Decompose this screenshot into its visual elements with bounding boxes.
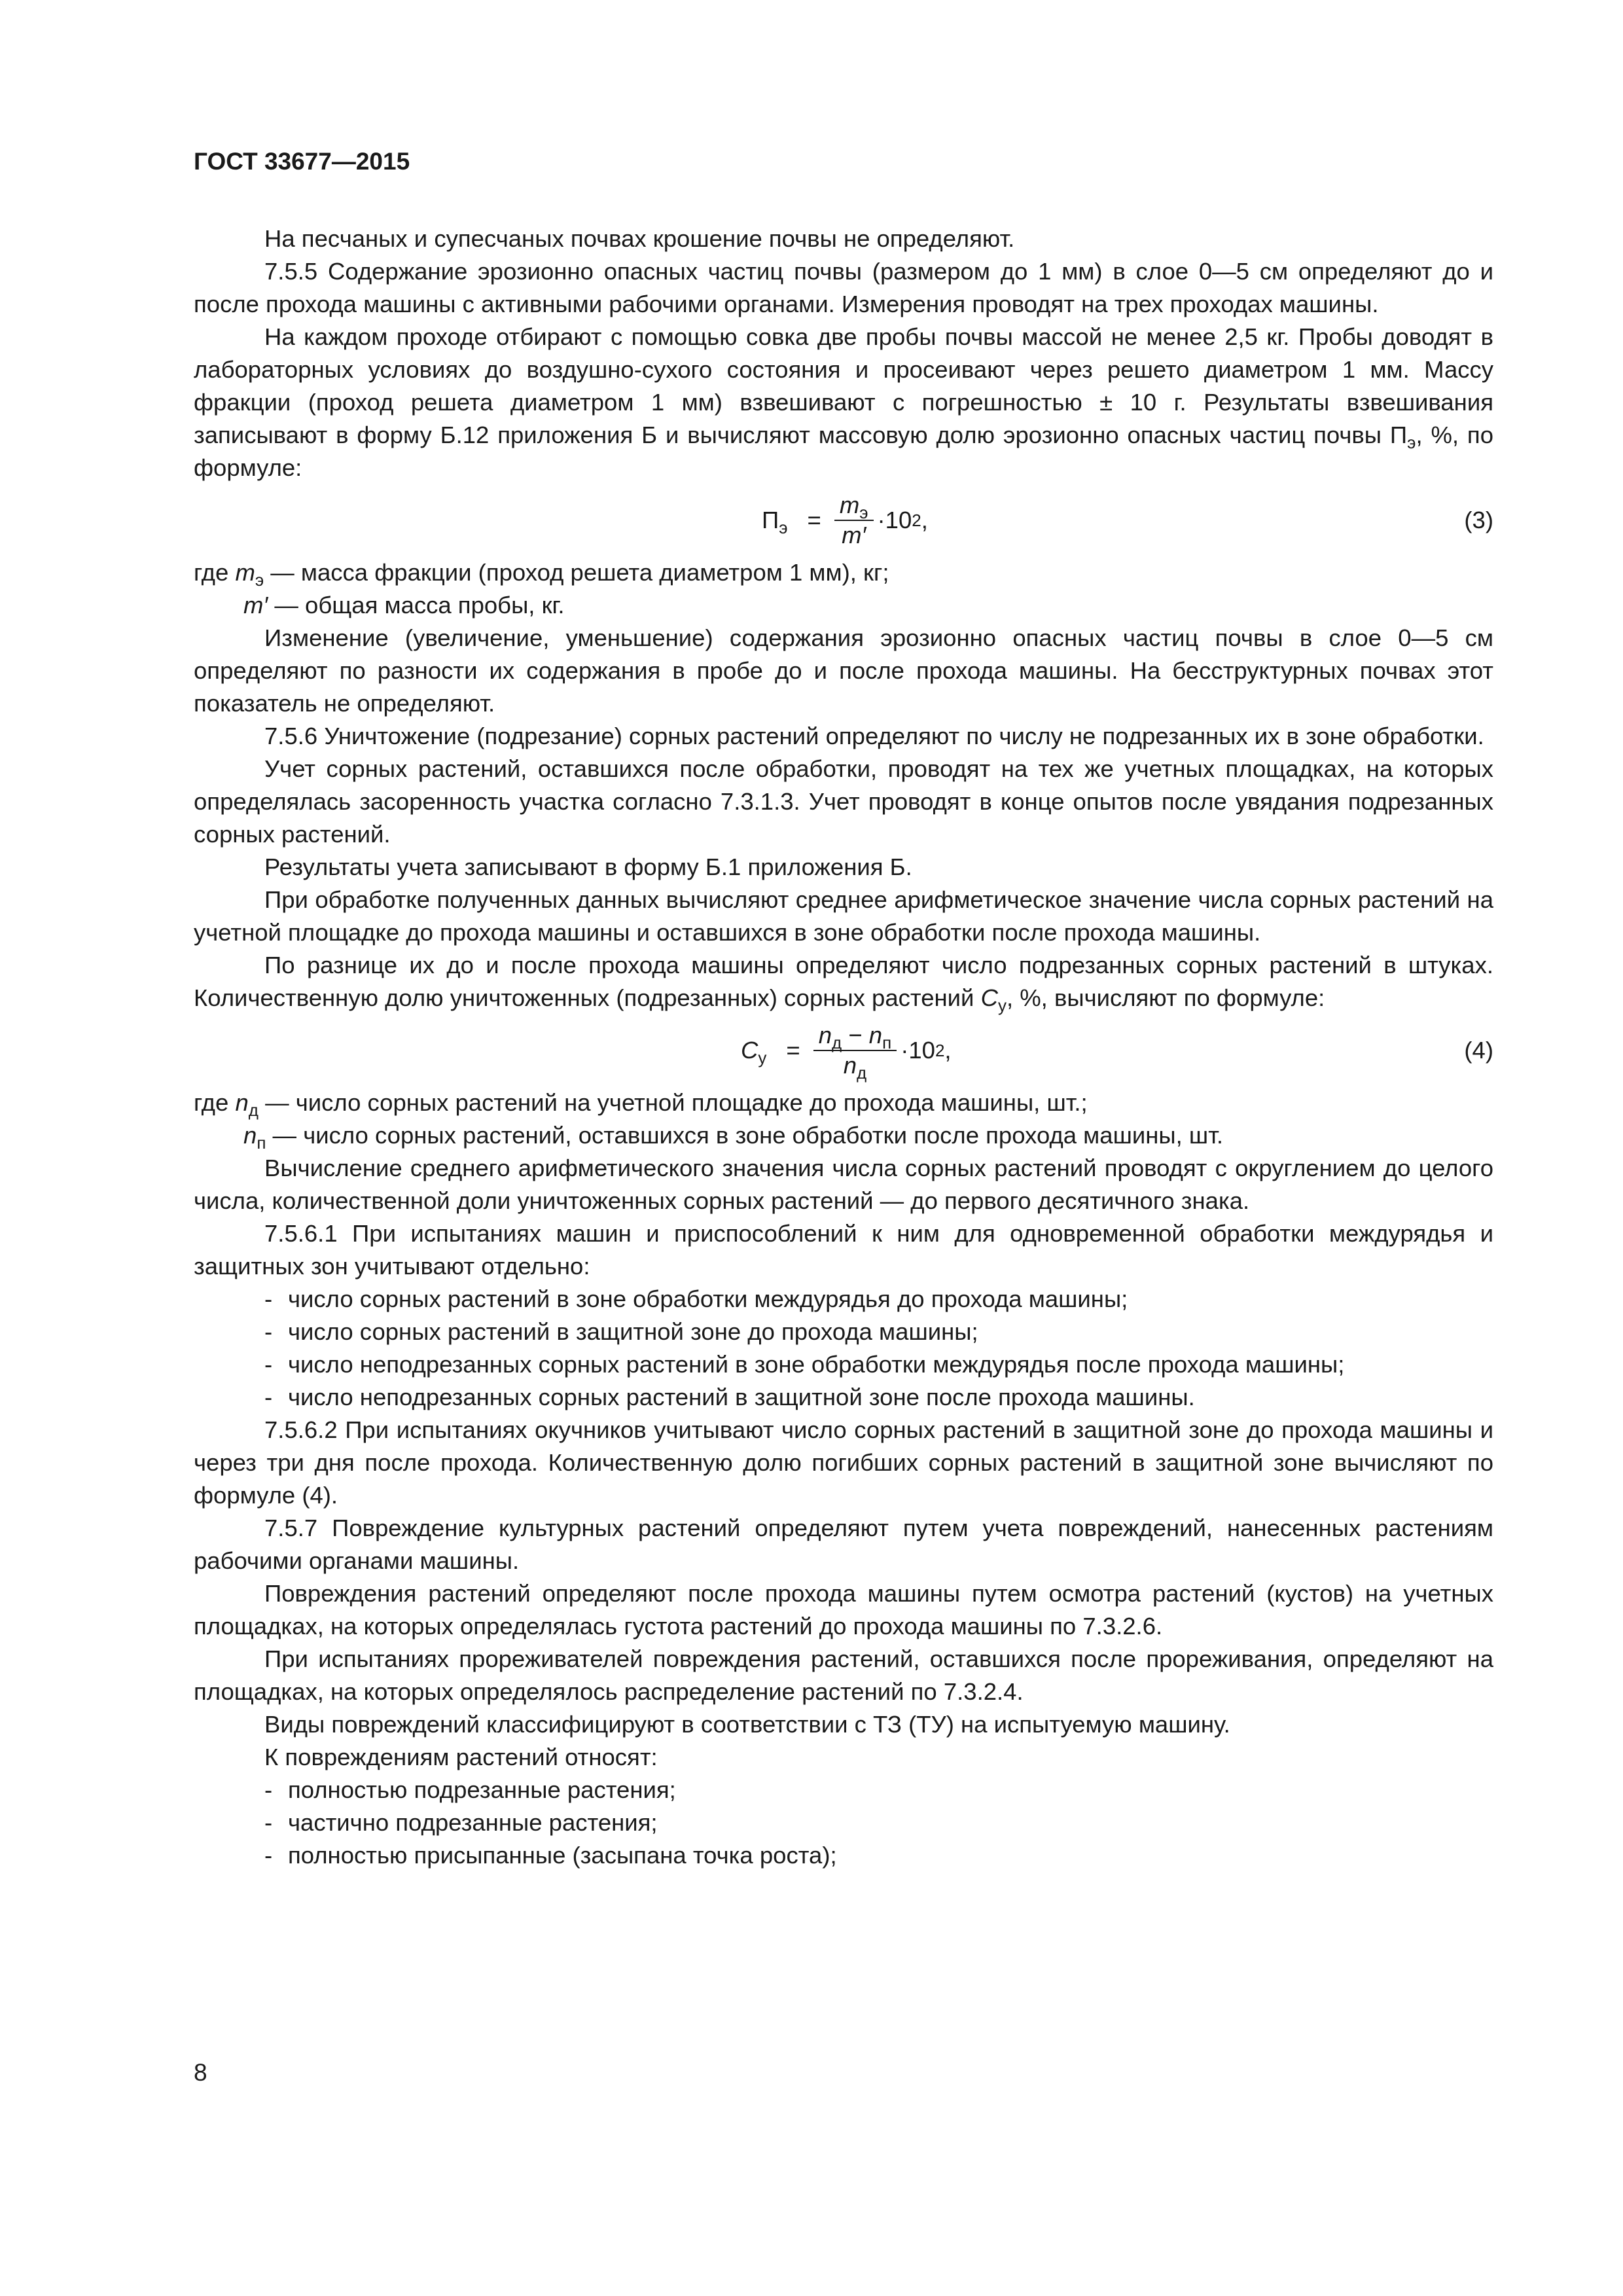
subscript: э [1407, 433, 1416, 452]
list-item [194, 1839, 1493, 1872]
paragraph: Повреждения растений определяют после прохода машины путем осмотра растений (кустов) на учетных площадках, на которых определялась густота растений до прохода машины по 7.3.2.6. [194, 1580, 1493, 1640]
numerator [834, 491, 874, 521]
formula-4-expression: $С_у$ = $\frac{n_д - n_п}{n_д}$ ·10 2 , [741, 1022, 952, 1083]
list-item [194, 1381, 1493, 1414]
paragraph: К повреждениям растений относят: [264, 1744, 658, 1770]
paragraph: Вычисление среднего арифметического значения числа сорных растений проводят с округлением до целого числа, количественной доли уничтоженных сорных растений — до первого десятичного знака. [194, 1155, 1493, 1214]
subscript: у [758, 1048, 767, 1067]
formula-comma: , [921, 507, 928, 533]
formula-var: С [980, 984, 998, 1011]
list-item-text: число сорных растений в защитной зоне до прохода машины; [288, 1318, 978, 1345]
paragraph: Изменение (увеличение, уменьшение) содержания эрозионно опасных частиц почвы в слое 0—5 см определяют по разности их содержания в пробе до и после прохода машины. На бесструктурных почвах этот показатель не определяют. [194, 624, 1493, 717]
fraction [813, 1021, 897, 1083]
list-item-text: полностью присыпанные (засыпана точка роста); [288, 1842, 837, 1869]
paragraph-text: , %, по формуле: [194, 422, 1493, 481]
formula-var: n [843, 1052, 857, 1079]
paragraph-text: По разнице их до и после прохода машины определяют число подрезанных сорных растений в штуках. Количественную долю уничтоженных (подрезанных) сорных растений [194, 952, 1493, 1011]
subscript: д [857, 1063, 867, 1083]
document-body [194, 223, 1493, 1872]
section-7-5-5: 7.5.5 Содержание эрозионно опасных частиц почвы (размером до 1 мм) в слое 0—5 см определяют до и после прохода машины с активными рабочими органами. Измерения проводят на трех проходах машины. [194, 258, 1493, 317]
list-weed-counts [194, 1283, 1493, 1414]
list-damage-types [194, 1774, 1493, 1872]
where-line [194, 556, 1493, 589]
subscript: э [859, 503, 868, 522]
list-item [194, 1806, 1493, 1839]
where-block-4 [194, 1086, 1493, 1152]
formula-comma: , [944, 1037, 952, 1064]
paragraph: При обработке полученных данных вычисляют среднее арифметическое значение числа сорных растений на учетной площадке до прохода машины и оставшихся в зоне обработки после прохода машины. [194, 886, 1493, 946]
list-item-text: полностью подрезанные растения; [288, 1776, 676, 1803]
fraction [834, 491, 874, 550]
equals-sign: = [807, 507, 821, 533]
section-7-5-6-1: 7.5.6.1 При испытаниях машин и приспособлений к ним для одновременной обработки междурядья и защитных зон учитывают отдельно: [194, 1220, 1493, 1280]
formula-3-expression: $П_э$ = $\frac{m_э}{m'}$ ·10 2 , [762, 492, 928, 548]
formula-var: n [868, 1022, 883, 1049]
formula-3 [194, 484, 1493, 556]
list-dash: - [264, 1318, 273, 1345]
paragraph: На песчаных и супесчаных почвах крошение почвы не определяют. [264, 225, 1015, 252]
formula-var: m′ [243, 592, 268, 619]
section-7-5-6-2: 7.5.6.2 При испытаниях окучников учитывают число сорных растений в защитной зоне до прохода машины и через три дня после прохода. Количественную долю погибших сорных растений в защитной зоне вычисляют по формуле (4). [194, 1416, 1493, 1509]
list-item [194, 1316, 1493, 1348]
list-item-text: число неподрезанных сорных растений в защитной зоне после прохода машины. [288, 1384, 1195, 1410]
list-dash: - [264, 1776, 273, 1803]
subscript: п [257, 1133, 266, 1153]
paragraph: При испытаниях прореживателей повреждения растений, оставшихся после прореживания, определяют на площадках, на которых определялось распределение растений по 7.3.2.4. [194, 1645, 1493, 1705]
where-prefix: где [194, 559, 229, 586]
formula-var: m [839, 492, 860, 518]
where-description: — число сорных растений, оставшихся в зоне обработки после прохода машины, шт. [266, 1122, 1224, 1149]
subscript: э [255, 570, 264, 590]
where-prefix: где [194, 1089, 229, 1116]
formula-var: n [235, 1089, 249, 1116]
denominator: m′ [842, 522, 866, 548]
list-dash: - [264, 1351, 273, 1378]
where-description: — общая масса пробы, кг. [268, 592, 565, 619]
list-item [194, 1774, 1493, 1806]
minus-sign: − [842, 1022, 869, 1049]
denominator [838, 1051, 872, 1083]
equation-number: (3) [1464, 507, 1493, 533]
where-block-3 [194, 556, 1493, 622]
formula-lhs [741, 1034, 766, 1067]
where-line [194, 1119, 1493, 1152]
list-item [194, 1348, 1493, 1381]
page-number: 8 [194, 2059, 207, 2086]
paragraph: Результаты учета записывают в форму Б.1 приложения Б. [264, 853, 912, 880]
formula-lhs [762, 504, 788, 537]
formula-4 [194, 1014, 1493, 1086]
paragraph-text: На каждом проходе отбирают с помощью совка две пробы почвы массой не менее 2,5 кг. Пробы доводят в лабораторных условиях до воздушно-сухого состояния и просеивают через решето диаметром 1 мм. Массу фракции (проход решета диаметром 1 мм) взвешивают с погрешностью ± 10 г. Результаты взвешивания записывают в форму Б.12 приложения Б и вычисляют массовую долю эрозионно опасных частиц почвы П [194, 323, 1493, 448]
formula-var: n [818, 1022, 832, 1049]
formula-var: С [741, 1037, 758, 1064]
section-7-5-7: 7.5.7 Повреждение культурных растений определяют путем учета повреждений, нанесенных растениям рабочими органами машины. [194, 1515, 1493, 1574]
paragraph: Учет сорных растений, оставшихся после обработки, проводят на тех же учетных площадках, на которых определялась засоренность участка согласно 7.3.1.3. Учет проводят в конце опытов после увядания подрезанных сорных растений. [194, 755, 1493, 848]
list-dash: - [264, 1384, 273, 1410]
formula-var: m [235, 559, 255, 586]
paragraph [194, 949, 1493, 1014]
where-description: — число сорных растений на учетной площадке до прохода машины, шт.; [258, 1089, 1088, 1116]
subscript: э [779, 518, 788, 537]
list-item-text: частично подрезанные растения; [288, 1809, 658, 1836]
document-header: ГОСТ 33677—2015 [194, 148, 410, 175]
paragraph-text: , %, вычисляют по формуле: [1006, 984, 1325, 1011]
multiplier: ·10 [901, 1037, 935, 1064]
paragraph: Виды повреждений классифицируют в соответствии с ТЗ (ТУ) на испытуемую машину. [264, 1711, 1230, 1738]
list-item [194, 1283, 1493, 1316]
equals-sign: = [786, 1037, 800, 1064]
list-dash: - [264, 1842, 273, 1869]
numerator [813, 1021, 897, 1051]
where-description: — масса фракции (проход решета диаметром 1 мм), кг; [264, 559, 889, 586]
subscript: у [997, 996, 1007, 1015]
subscript: п [882, 1033, 892, 1052]
list-dash: - [264, 1285, 273, 1312]
formula-var: n [243, 1122, 257, 1149]
where-line [194, 1086, 1493, 1119]
list-item-text: число сорных растений в зоне обработки междурядья до прохода машины; [288, 1285, 1128, 1312]
formula-var: П [762, 507, 779, 533]
subscript: д [832, 1033, 842, 1052]
where-line [194, 589, 1493, 622]
equation-number: (4) [1464, 1037, 1493, 1064]
list-item-text: число неподрезанных сорных растений в зоне обработки междурядья после прохода машины; [288, 1351, 1345, 1378]
section-7-5-6: 7.5.6 Уничтожение (подрезание) сорных растений определяют по числу не подрезанных их в зоне обработки. [264, 723, 1484, 749]
subscript: д [248, 1100, 259, 1120]
list-dash: - [264, 1809, 273, 1836]
multiplier: ·10 [877, 507, 912, 533]
paragraph [194, 321, 1493, 484]
